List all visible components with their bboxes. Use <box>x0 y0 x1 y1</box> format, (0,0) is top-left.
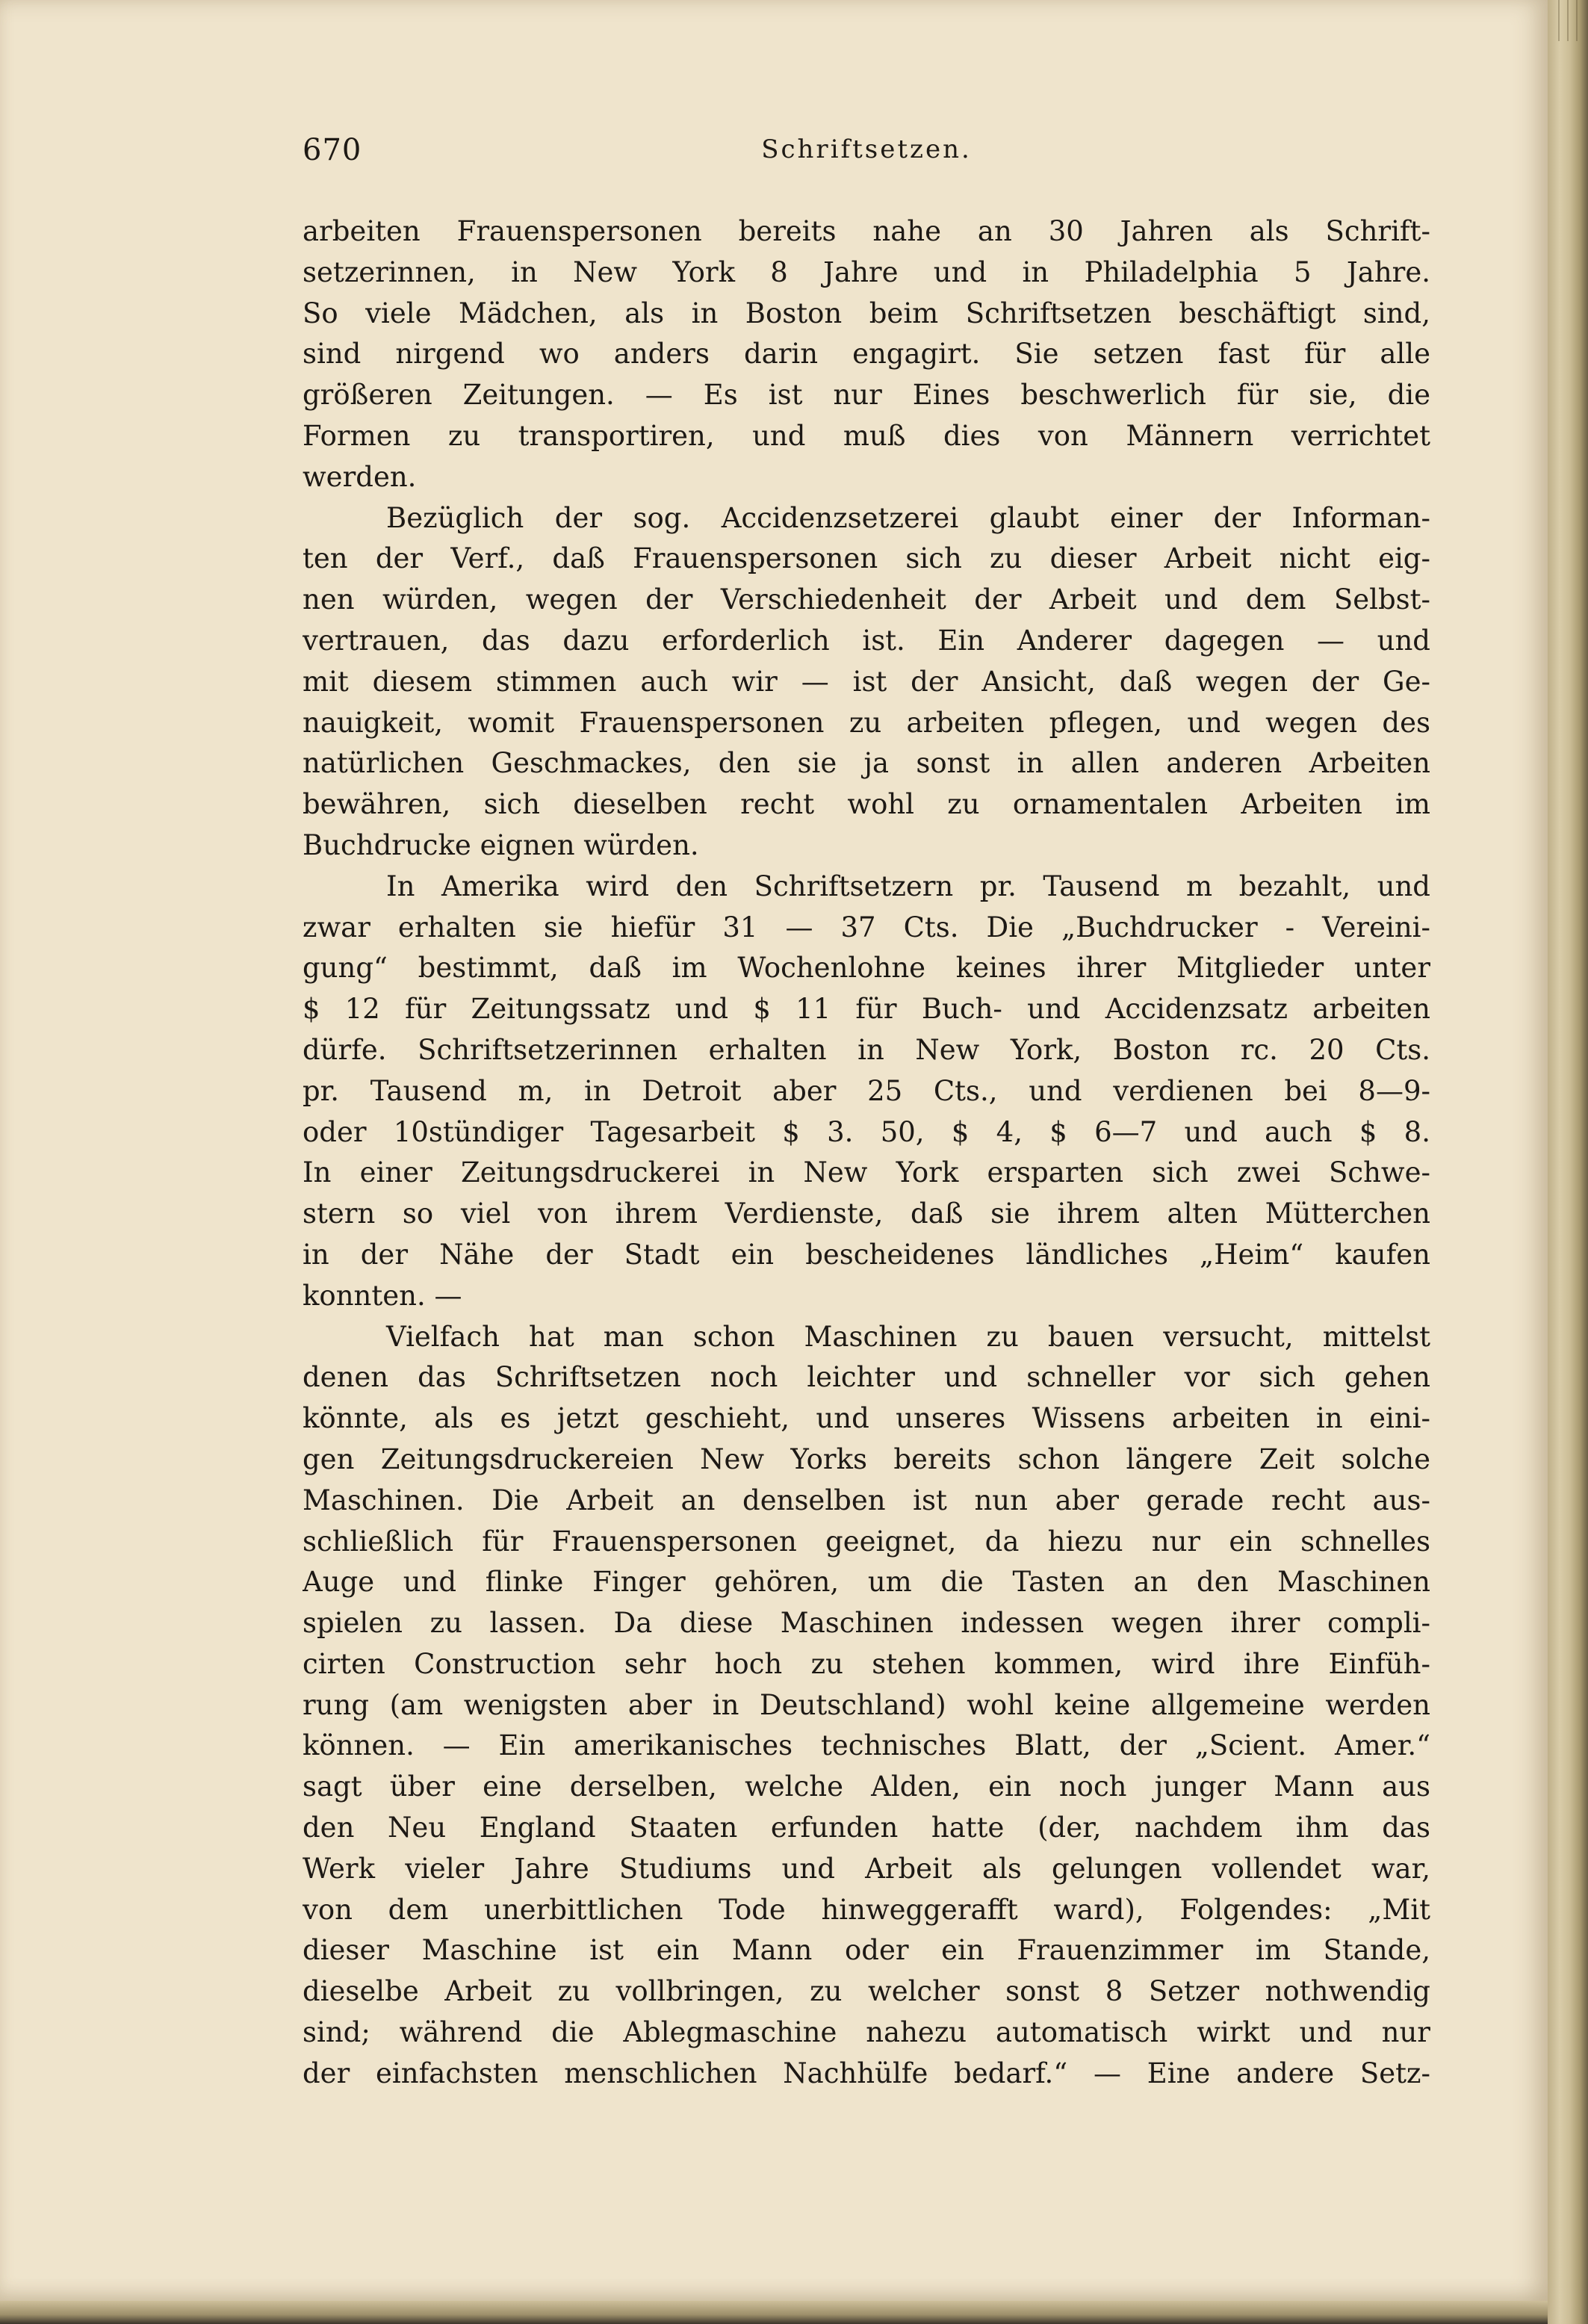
text-line: sind nirgend wo anders darin engagirt. Sie setzen fast für alle <box>303 338 1430 371</box>
text-line: bewähren, sich dieselben recht wohl zu ornamentalen Arbeiten im <box>303 788 1430 821</box>
text-line: konnten. — <box>303 1279 462 1312</box>
page-number: 670 <box>303 133 362 167</box>
text-line: oder 10stündiger Tagesarbeit $ 3. 50, $ 4, $ 6—7 und auch $ 8. <box>303 1115 1430 1148</box>
text-line: Buchdrucke eignen würden. <box>303 828 699 861</box>
text-line: nauigkeit, womit Frauenspersonen zu arbeiten pflegen, und wegen des <box>303 706 1430 739</box>
page-bottom-edge <box>0 2301 1548 2324</box>
text-line: natürlichen Geschmackes, den sie ja sonst in allen anderen Arbeiten <box>303 747 1430 780</box>
text-line: mit diesem stimmen auch wir — ist der Ansicht, daß wegen der Ge- <box>303 665 1430 698</box>
text-line: Formen zu transportiren, und muß dies von Männern verrichtet <box>303 419 1430 452</box>
text-line: Bezüglich der sog. Accidenzsetzerei glaubt einer der Informan- <box>386 501 1430 534</box>
text-line: Vielfach hat man schon Maschinen zu bauen versucht, mittelst <box>386 1320 1430 1353</box>
page-fore-edge <box>1548 0 1588 2324</box>
text-line: So viele Mädchen, als in Boston beim Schriftsetzen beschäftigt sind, <box>303 297 1430 329</box>
text-line: nen würden, wegen der Verschiedenheit der Arbeit und dem Selbst- <box>303 583 1430 616</box>
text-line: arbeiten Frauenspersonen bereits nahe an 30 Jahren als Schrift- <box>303 215 1430 247</box>
text-line: Auge und flinke Finger gehören, um die Tasten an den Maschinen <box>303 1566 1430 1599</box>
text-line: dieselbe Arbeit zu vollbringen, zu welcher sonst 8 Setzer nothwendig <box>303 1975 1430 2008</box>
text-line: in der Nähe der Stadt ein bescheidenes ländliches „Heim“ kaufen <box>303 1238 1430 1271</box>
text-line: $ 12 für Zeitungssatz und $ 11 für Buch- und Accidenzsatz arbeiten <box>303 993 1430 1026</box>
text-line: schließlich für Frauenspersonen geeignet, da hiezu nur ein schnelles <box>303 1525 1430 1558</box>
text-line: setzerinnen, in New York 8 Jahre und in Philadelphia 5 Jahre. <box>303 255 1430 288</box>
text-line: stern so viel von ihrem Verdienste, daß sie ihrem alten Mütterchen <box>303 1197 1430 1230</box>
text-line: sind; während die Ablegmaschine nahezu automatisch wirkt und nur <box>303 2016 1430 2049</box>
text-line: von dem unerbittlichen Tode hinweggerafft ward), Folgendes: „Mit <box>303 1893 1430 1926</box>
text-line: der einfachsten menschlichen Nachhülfe bedarf.“ — Eine andere Setz- <box>303 2057 1430 2089</box>
text-line: In Amerika wird den Schriftsetzern pr. Tausend m bezahlt, und <box>386 870 1430 902</box>
text-line: werden. <box>303 460 417 493</box>
text-line: größeren Zeitungen. — Es ist nur Eines beschwerlich für sie, die <box>303 379 1430 412</box>
text-line: den Neu England Staaten erfunden hatte (der, nachdem ihm das <box>303 1812 1430 1844</box>
text-line: zwar erhalten sie hiefür 31 — 37 Cts. Die „Buchdrucker - Vereini- <box>303 911 1430 943</box>
text-line: In einer Zeitungsdruckerei in New York ersparten sich zwei Schwe- <box>303 1156 1430 1189</box>
text-line: cirten Construction sehr hoch zu stehen kommen, wird ihre Einfüh- <box>303 1647 1430 1680</box>
text-line: pr. Tausend m, in Detroit aber 25 Cts., und verdienen bei 8—9- <box>303 1074 1430 1107</box>
text-line: dieser Maschine ist ein Mann oder ein Frauenzimmer im Stande, <box>303 1934 1430 1967</box>
text-line: können. — Ein amerikanisches technisches Blatt, der „Scient. Amer.“ <box>303 1729 1430 1762</box>
text-line: vertrauen, das dazu erforderlich ist. Ein Anderer dagegen — und <box>303 624 1430 657</box>
text-line: Maschinen. Die Arbeit an denselben ist nun aber gerade recht aus- <box>303 1484 1430 1516</box>
text-line: ten der Verf., daß Frauenspersonen sich zu dieser Arbeit nicht eig- <box>303 542 1430 575</box>
text-line: könnte, als es jetzt geschieht, und unseres Wissens arbeiten in eini- <box>303 1402 1430 1435</box>
text-line: rung (am wenigsten aber in Deutschland) wohl keine allgemeine werden <box>303 1688 1430 1721</box>
body-text <box>303 211 1430 2095</box>
text-line: gung“ bestimmt, daß im Wochenlohne keines ihrer Mitglieder unter <box>303 952 1430 985</box>
text-line: dürfe. Schriftsetzerinnen erhalten in New York, Boston rc. 20 Cts. <box>303 1033 1430 1066</box>
running-title: Schriftsetzen. <box>761 134 972 164</box>
text-line: spielen zu lassen. Da diese Maschinen indessen wegen ihrer compli- <box>303 1607 1430 1640</box>
page-header <box>303 133 1430 178</box>
text-line: gen Zeitungsdruckereien New Yorks bereits schon längere Zeit solche <box>303 1443 1430 1475</box>
text-line: Werk vieler Jahre Studiums und Arbeit als gelungen vollendet war, <box>303 1852 1430 1885</box>
text-line: denen das Schriftsetzen noch leichter und schneller vor sich gehen <box>303 1361 1430 1394</box>
text-line: sagt über eine derselben, welche Alden, ein noch junger Mann aus <box>303 1770 1430 1803</box>
